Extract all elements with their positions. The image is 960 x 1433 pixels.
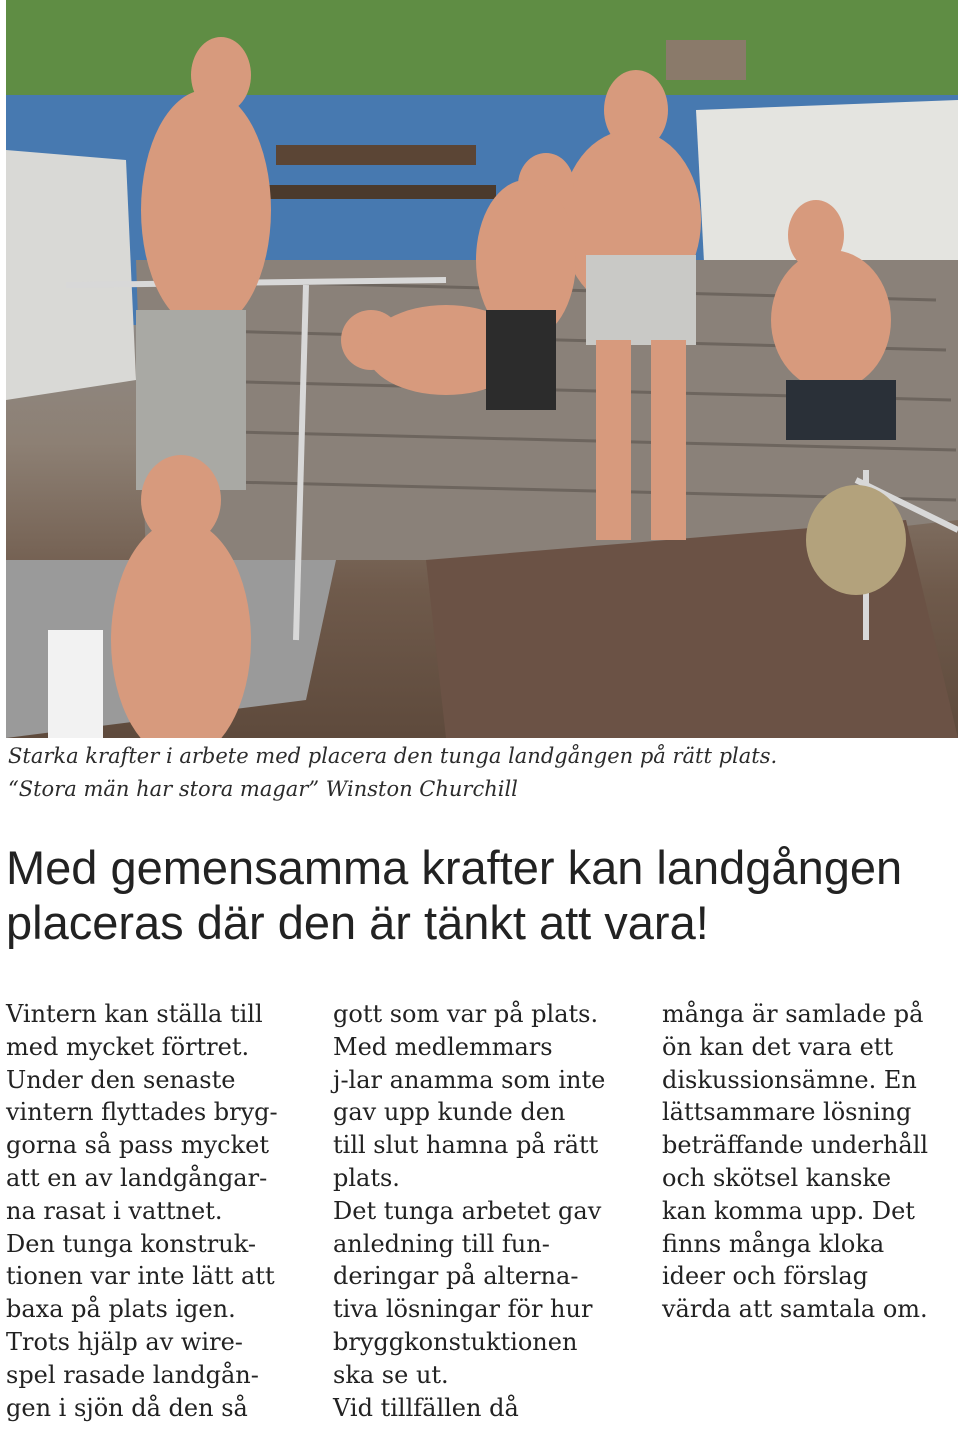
article-column-2 bbox=[333, 998, 633, 1424]
body-line: lättsammare lösning bbox=[662, 1098, 912, 1127]
body-line: ön kan det vara ett bbox=[662, 1032, 894, 1061]
body-line: baxa på plats igen. bbox=[6, 1295, 236, 1324]
headline-line-2: placeras där den är tänkt att vara! bbox=[6, 896, 709, 949]
body-line: tionen var inte lätt att bbox=[6, 1262, 275, 1291]
article-headline bbox=[6, 840, 956, 950]
body-line: tiva lösningar för hur bbox=[333, 1295, 593, 1324]
body-line: Under den senaste bbox=[6, 1065, 236, 1094]
photo-stone bbox=[806, 485, 906, 595]
body-line: Med medlemmars bbox=[333, 1032, 553, 1061]
body-line: Den tunga konstruk- bbox=[6, 1229, 256, 1258]
photo-picnic-table bbox=[276, 145, 476, 165]
body-line: plats. bbox=[333, 1163, 400, 1192]
body-line: Vid tillfällen då bbox=[333, 1393, 519, 1422]
body-line: bryggkonstuktionen bbox=[333, 1327, 578, 1356]
body-line: ska se ut. bbox=[333, 1360, 449, 1389]
body-line: beträffande underhåll bbox=[662, 1131, 929, 1160]
body-line: Det tunga arbetet gav bbox=[333, 1196, 602, 1225]
body-line: gav upp kunde den bbox=[333, 1098, 566, 1127]
body-line: till slut hamna på rätt bbox=[333, 1131, 599, 1160]
photo-pvc-pipe bbox=[48, 630, 103, 738]
photo-boat-left bbox=[6, 150, 136, 400]
body-line: gen i sjön då den så bbox=[6, 1393, 248, 1422]
body-line: många är samlade på bbox=[662, 1000, 924, 1028]
body-line: gorna så pass mycket bbox=[6, 1131, 270, 1160]
body-line: vintern flyttades bryg- bbox=[6, 1098, 278, 1127]
photo-caption bbox=[8, 740, 948, 806]
body-line: deringar på alterna- bbox=[333, 1262, 579, 1291]
body-line: na rasat i vattnet. bbox=[6, 1196, 223, 1225]
body-line: Trots hjälp av wire- bbox=[6, 1327, 243, 1356]
article-column-1 bbox=[6, 998, 306, 1424]
body-line: finns många kloka bbox=[662, 1229, 885, 1258]
body-line: anledning till fun- bbox=[333, 1229, 550, 1258]
photo-house bbox=[666, 40, 746, 80]
body-line: med mycket förtret. bbox=[6, 1032, 250, 1061]
body-line: värda att samtala om. bbox=[662, 1295, 928, 1324]
dock-photo-illustration bbox=[6, 0, 958, 738]
photo-shoreline-trees bbox=[6, 0, 958, 95]
body-line: j-lar anamma som inte bbox=[333, 1065, 606, 1094]
body-line: Vintern kan ställa till bbox=[6, 1000, 263, 1028]
body-line: kan komma upp. Det bbox=[662, 1196, 915, 1225]
headline-line-1: Med gemensamma krafter kan landgången bbox=[6, 841, 903, 894]
article-column-3 bbox=[662, 998, 958, 1326]
caption-line-2: “Stora män har stora magar” Winston Churchill bbox=[8, 777, 518, 801]
body-line: och skötsel kanske bbox=[662, 1163, 892, 1192]
body-line: spel rasade landgån- bbox=[6, 1360, 259, 1389]
body-line: diskussionsämne. En bbox=[662, 1065, 917, 1094]
body-line: ideer och förslag bbox=[662, 1262, 868, 1291]
body-line: gott som var på plats. bbox=[333, 1000, 599, 1028]
caption-line-1: Starka krafter i arbete med placera den tunga landgången på rätt plats. bbox=[8, 744, 778, 768]
dock-photo bbox=[6, 0, 958, 738]
body-line: att en av landgångar- bbox=[6, 1163, 268, 1192]
